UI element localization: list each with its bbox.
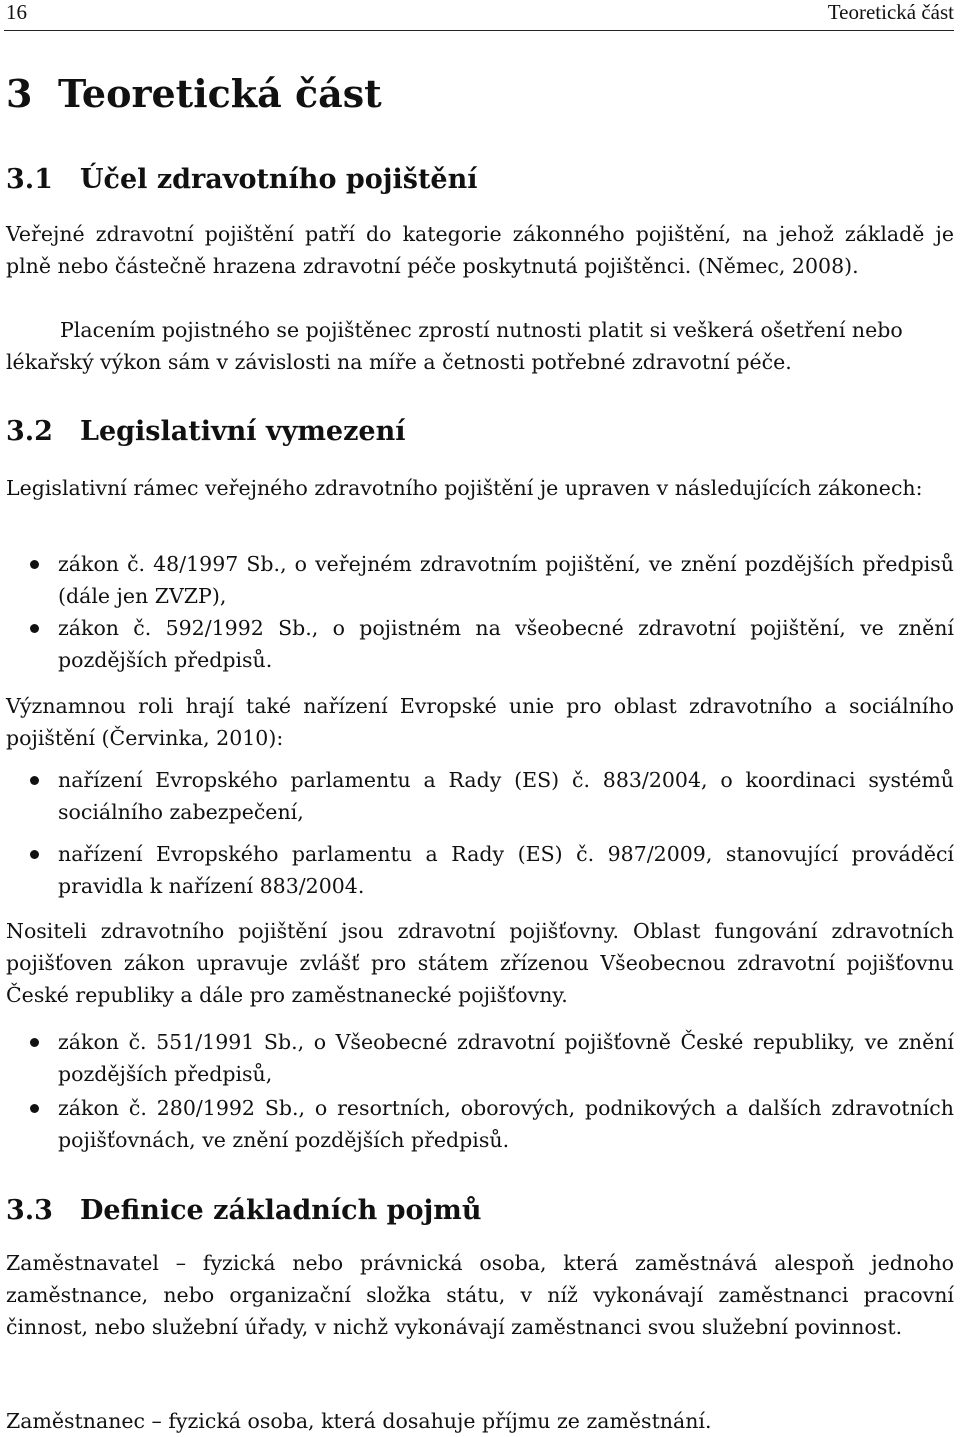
chapter-heading <box>6 72 954 116</box>
section-title: Účel zdravotního pojištění <box>80 164 478 195</box>
paragraph: Nositeli zdravotního pojištění jsou zdravotní pojišťovny. Oblast fungování zdravotních pojišťoven zákon upravuje zvlášť pro státem zřízenou Všeobecnou zdravotní pojišťovnu České republiky a dále pro zaměstnanecké pojišťovny. <box>6 919 954 1007</box>
list-item <box>6 548 954 612</box>
eu-regulation-list <box>6 764 954 902</box>
list-item-text: zákon č. 592/1992 Sb., o pojistném na všeobecné zdravotní pojištění, ve znění pozdějších předpisů. <box>58 616 954 672</box>
law-list <box>6 548 954 676</box>
section-heading-3-3 <box>6 1194 954 1228</box>
insurer-law-list <box>6 1026 954 1156</box>
bullet-icon <box>30 776 39 785</box>
list-item <box>6 764 954 828</box>
list-item <box>6 1026 954 1090</box>
page-number: 16 <box>6 0 27 24</box>
chapter-title: Teoretická část <box>58 71 382 116</box>
definition-employer: Zaměstnavatel – fyzická nebo právnická osoba, která zaměstnává alespoň jednoho zaměstnance, nebo organizační složka státu, v níž vykonávají zaměstnanci pracovní činnost, nebo služební úřady, v nichž vykonávají zaměstnanci svou služební povinnost. <box>6 1251 954 1339</box>
bullet-icon <box>30 560 39 569</box>
list-item-text: zákon č. 280/1992 Sb., o resortních, oborových, podnikových a dalších zdravotních pojišťovnách, ve znění pozdějších předpisů. <box>58 1096 954 1152</box>
list-item <box>6 612 954 676</box>
list-item-text: nařízení Evropského parlamentu a Rady (ES) č. 987/2009, stanovující prováděcí pravidla k nařízení 883/2004. <box>58 842 954 898</box>
list-item-text: zákon č. 48/1997 Sb., o veřejném zdravotním pojištění, ve znění pozdějších předpisů (dále jen ZVZP), <box>58 552 954 608</box>
section-heading-3-2 <box>6 415 954 449</box>
running-header <box>6 0 954 26</box>
list-item <box>6 838 954 902</box>
bullet-icon <box>30 1038 39 1047</box>
running-title: Teoretická část <box>827 0 954 24</box>
header-divider <box>4 30 954 31</box>
list-item-text: zákon č. 551/1991 Sb., o Všeobecné zdravotní pojišťovně České republiky, ve znění pozdějších předpisů, <box>58 1030 954 1086</box>
paragraph: Legislativní rámec veřejného zdravotního pojištění je upraven v následujících zákonech: <box>6 476 923 500</box>
paragraph: Významnou roli hrají také nařízení Evropské unie pro oblast zdravotního a sociálního pojištění (Červinka, 2010): <box>6 694 954 750</box>
definition-employee: Zaměstnanec – fyzická osoba, která dosahuje příjmu ze zaměstnání. <box>6 1409 712 1433</box>
list-item <box>6 1092 954 1156</box>
bullet-icon <box>30 1104 39 1113</box>
section-title: Definice základních pojmů <box>80 1195 482 1226</box>
section-heading-3-1 <box>6 163 954 197</box>
paragraph: Placením pojistného se pojištěnec zprostí nutnosti platit si veškerá ošetření nebo lékařský výkon sám v závislosti na míře a četnosti potřebné zdravotní péče. <box>6 318 903 374</box>
chapter-number: 3 <box>6 71 33 116</box>
section-number: 3.3 <box>6 1195 53 1226</box>
bullet-icon <box>30 624 39 633</box>
section-number: 3.2 <box>6 416 53 447</box>
bullet-icon <box>30 850 39 859</box>
section-title: Legislativní vymezení <box>80 416 406 447</box>
list-item-text: nařízení Evropského parlamentu a Rady (ES) č. 883/2004, o koordinaci systémů sociálního zabezpečení, <box>58 768 954 824</box>
section-number: 3.1 <box>6 164 53 195</box>
paragraph: Veřejné zdravotní pojištění patří do kategorie zákonného pojištění, na jehož základě je plně nebo částečně hrazena zdravotní péče poskytnutá pojištěnci. (Němec, 2008). <box>6 222 954 278</box>
